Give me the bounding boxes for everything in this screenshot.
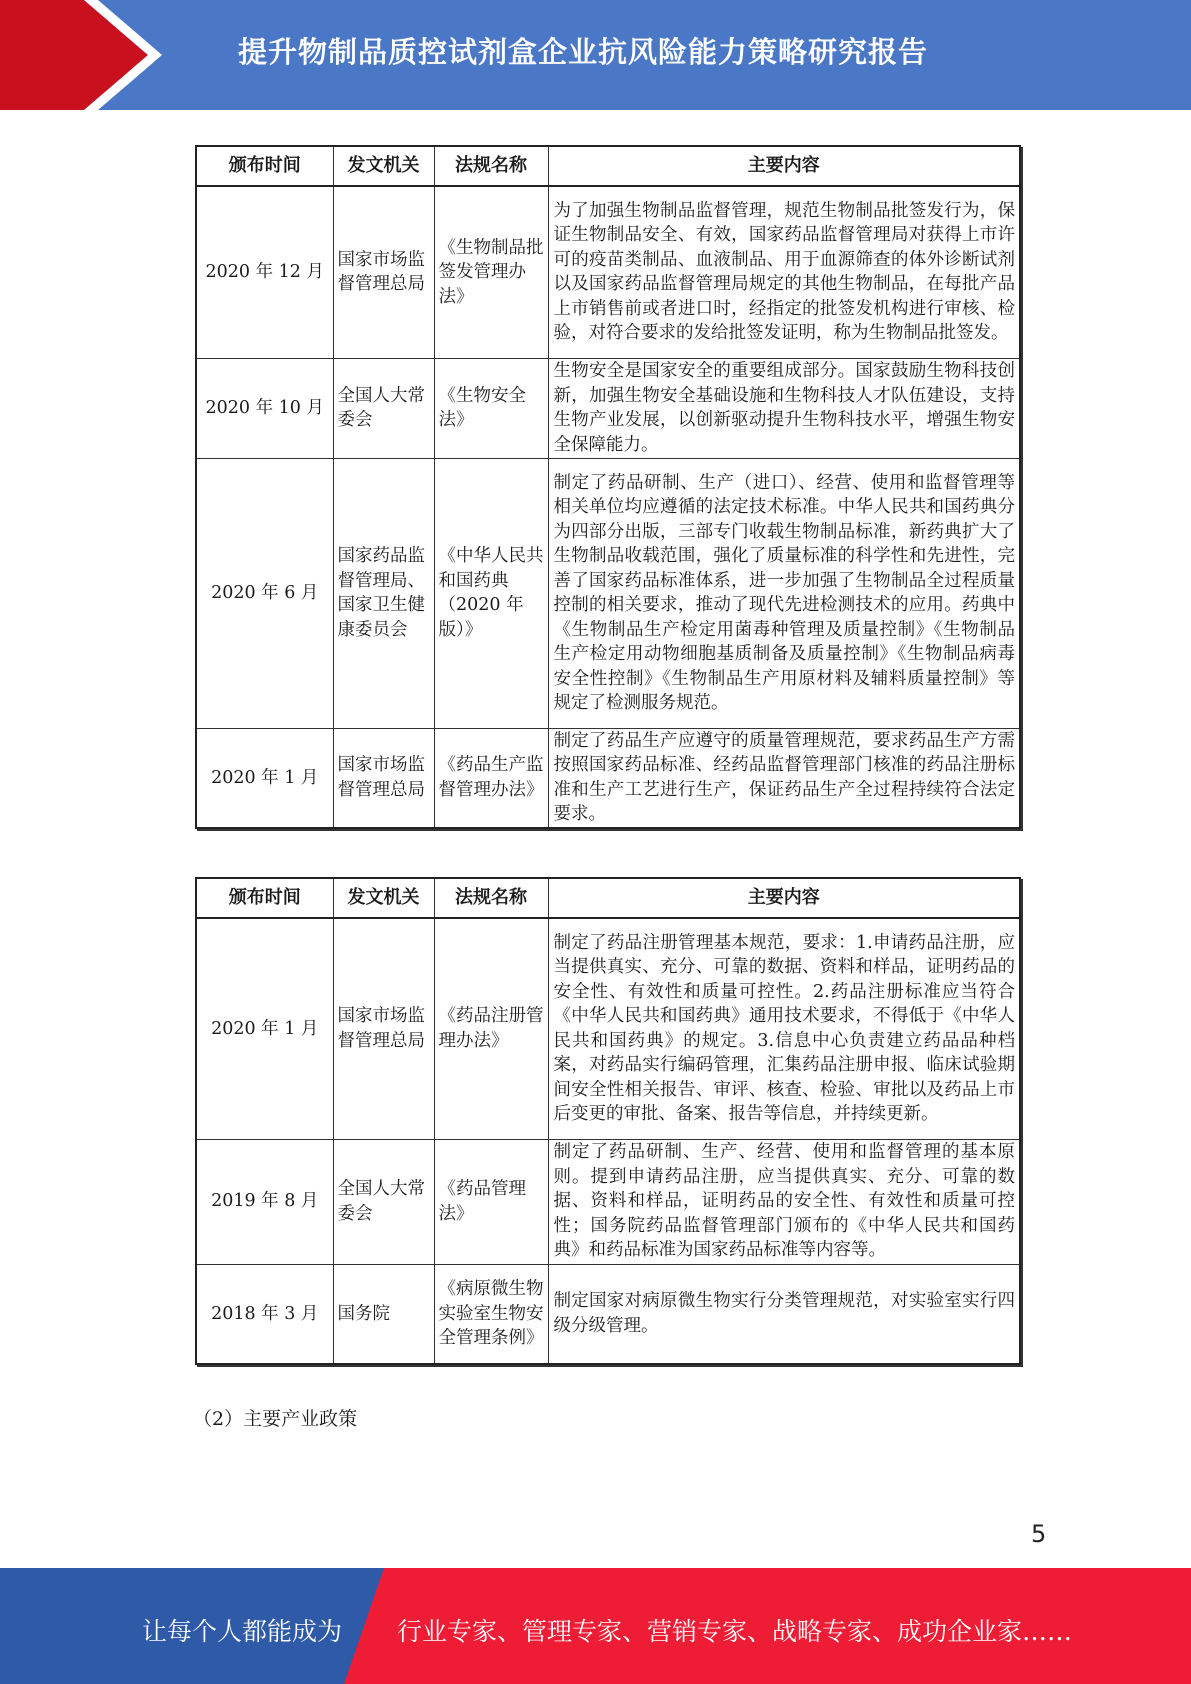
cell-content: 生物安全是国家安全的重要组成部分。国家鼓励生物科技创新，加强生物安全基础设施和生物科技人才队伍建设，支持生物产业发展，以创新驱动提升生物科技水平，增强生物安全保障能力。 <box>548 358 1020 458</box>
col-header-date: 颁布时间 <box>196 878 333 918</box>
cell-date: 2019 年 8 月 <box>196 1139 333 1264</box>
cell-org: 国务院 <box>333 1264 434 1364</box>
cell-content: 制定了药品注册管理基本规范，要求：1.申请药品注册，应当提供真实、充分、可靠的数据、资料和样品，证明药品的安全性、有效性和质量可控性。2.药品注册标准应当符合《中华人民共和国药典》通用技术要求，不得低于《中华人民共和国药典》的规定。3.信息中心负责建立药品品种档案，对药品实行编码管理，汇集药品注册申报、临床试验期间安全性相关报告、审评、核查、检验、审批以及药品上市后变更的审批、备案、报告等信息，并持续更新。 <box>548 918 1020 1139</box>
col-header-law: 法规名称 <box>434 878 548 918</box>
cell-date: 2020 年 1 月 <box>196 728 333 828</box>
section-heading: （2）主要产业政策 <box>193 1408 358 1430</box>
table-header-row <box>196 146 1020 186</box>
col-header-date: 颁布时间 <box>196 146 333 186</box>
table-row <box>196 728 1020 828</box>
cell-content: 制定了药品生产应遵守的质量管理规范，要求药品生产方需按照国家药品标准、经药品监督管理部门核准的药品注册标准和生产工艺进行生产，保证药品生产全过程持续符合法定要求。 <box>548 728 1020 828</box>
cell-law: 《病原微生物实验室生物安全管理条例》 <box>434 1264 548 1364</box>
table-row <box>196 358 1020 458</box>
cell-date: 2018 年 3 月 <box>196 1264 333 1364</box>
cell-date: 2020 年 12 月 <box>196 186 333 358</box>
table-row <box>196 458 1020 728</box>
cell-date: 2020 年 6 月 <box>196 458 333 728</box>
cell-org: 国家市场监督管理总局 <box>333 918 434 1139</box>
footer-slogan-left: 让每个人都能成为 <box>142 1617 343 1646</box>
table-row <box>196 918 1020 1139</box>
cell-law: 《药品管理法》 <box>434 1139 548 1264</box>
col-header-law: 法规名称 <box>434 146 548 186</box>
footer-slogan-right: 行业专家、管理专家、营销专家、战略专家、成功企业家…… <box>397 1617 1073 1646</box>
col-header-org: 发文机关 <box>333 878 434 918</box>
cell-content: 制定国家对病原微生物实行分类管理规范，对实验室实行四级分级管理。 <box>548 1264 1020 1364</box>
col-header-org: 发文机关 <box>333 146 434 186</box>
table-row <box>196 186 1020 358</box>
cell-content: 为了加强生物制品监督管理，规范生物制品批签发行为，保证生物制品安全、有效，国家药品监督管理局对获得上市许可的疫苗类制品、血液制品、用于血源筛查的体外诊断试剂以及国家药品监督管理局规定的其他生物制品，在每批产品上市销售前或者进口时，经指定的批签发机构进行审核、检验，对符合要求的发给批签发证明，称为生物制品批签发。 <box>548 186 1020 358</box>
table-header-row <box>196 878 1020 918</box>
table-row <box>196 1139 1020 1264</box>
regulations-table-1 <box>195 145 1021 829</box>
page-footer <box>0 1568 1191 1684</box>
cell-date: 2020 年 1 月 <box>196 918 333 1139</box>
col-header-content: 主要内容 <box>548 146 1020 186</box>
cell-law: 《生物安全法》 <box>434 358 548 458</box>
col-header-content: 主要内容 <box>548 878 1020 918</box>
table-row <box>196 1264 1020 1364</box>
cell-content: 制定了药品研制、生产、经营、使用和监督管理的基本原则。提到申请药品注册，应当提供真实、充分、可靠的数据、资料和样品，证明药品的安全性、有效性和质量可控性；国务院药品监督管理部门颁布的《中华人民共和国药典》和药品标准为国家药品标准等内容等。 <box>548 1139 1020 1264</box>
regulations-table-2 <box>195 877 1021 1365</box>
cell-law: 《中华人民共和国药典（2020 年版）》 <box>434 458 548 728</box>
cell-org: 国家药品监督管理局、国家卫生健康委员会 <box>333 458 434 728</box>
cell-date: 2020 年 10 月 <box>196 358 333 458</box>
cell-law: 《生物制品批签发管理办法》 <box>434 186 548 358</box>
cell-law: 《药品注册管理办法》 <box>434 918 548 1139</box>
report-title: 提升物制品质控试剂盒企业抗风险能力策略研究报告 <box>238 35 929 69</box>
cell-law: 《药品生产监督管理办法》 <box>434 728 548 828</box>
cell-content: 制定了药品研制、生产（进口）、经营、使用和监督管理等相关单位均应遵循的法定技术标准。中华人民共和国药典分为四部分出版，三部专门收载生物制品标准，新药典扩大了生物制品收载范围，强化了质量标准的科学性和先进性，完善了国家药品标准体系，进一步加强了生物制品全过程质量控制的相关要求，推动了现代先进检测技术的应用。药典中《生物制品生产检定用菌毒种管理及质量控制》《生物制品生产检定用动物细胞基质制备及质量控制》《生物制品病毒安全性控制》《生物制品生产用原材料及辅料质量控制》等规定了检测服务规范。 <box>548 458 1020 728</box>
cell-org: 全国人大常委会 <box>333 358 434 458</box>
cell-org: 国家市场监督管理总局 <box>333 728 434 828</box>
page-header <box>0 0 1191 110</box>
cell-org: 全国人大常委会 <box>333 1139 434 1264</box>
cell-org: 国家市场监督管理总局 <box>333 186 434 358</box>
page-number: 5 <box>1031 1520 1047 1548</box>
